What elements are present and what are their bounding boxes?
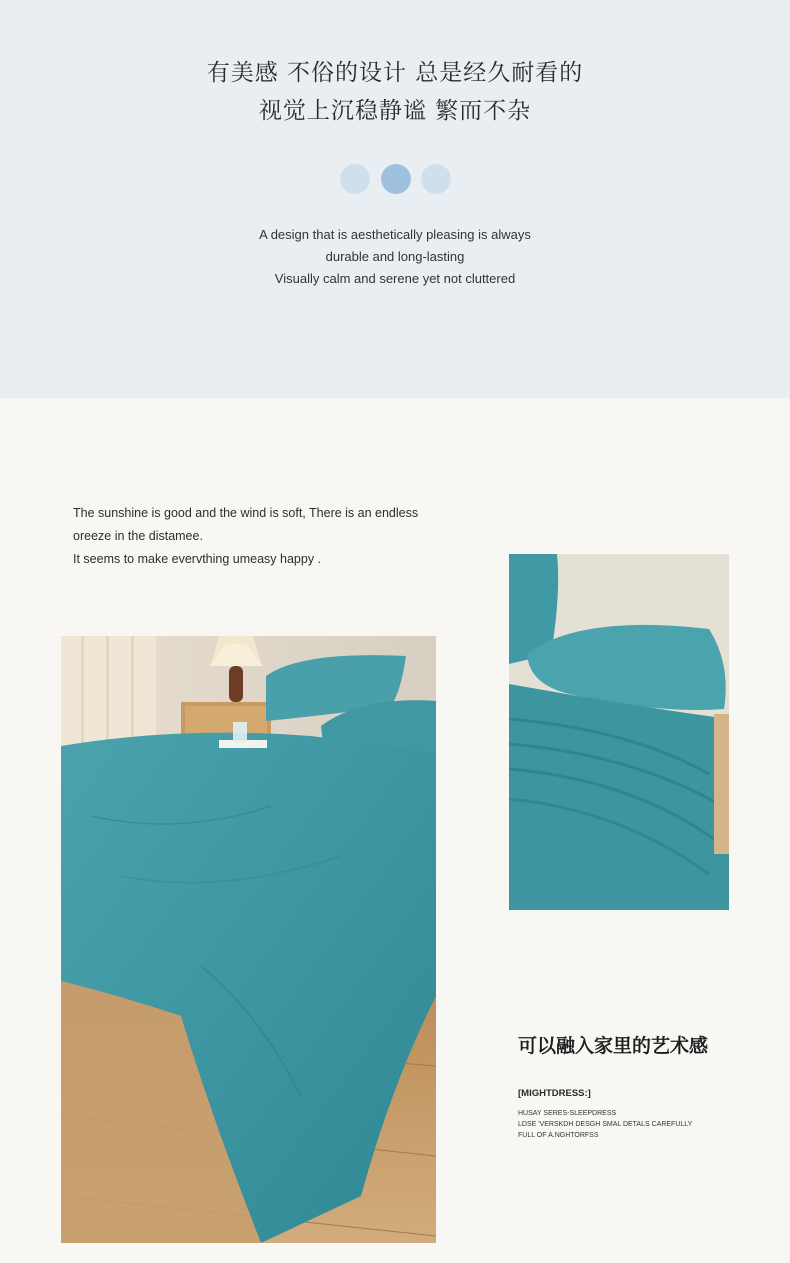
english-caption-line-1: A design that is aesthetically pleasing is always bbox=[259, 227, 531, 242]
carousel-dot-3[interactable] bbox=[421, 164, 451, 194]
headline-line-1: 有美感 不俗的设计 总是经久耐看的 bbox=[206, 60, 584, 86]
carousel-dot-2-active[interactable] bbox=[381, 164, 411, 194]
brand-label: [MIGHTDRESS:] bbox=[518, 1088, 591, 1099]
bedroom-photo-large bbox=[61, 636, 436, 1243]
headline-line-2: 视觉上沉稳静谧 繁而不杂 bbox=[258, 98, 532, 124]
english-caption-line-3: Visually calm and serene yet not cluttered bbox=[274, 271, 516, 286]
english-caption-line-2: durable and long-lasting bbox=[325, 249, 465, 264]
feature-detail-line-1: HUSAY SERES-SLEEPDRESS bbox=[518, 1110, 617, 1117]
bedroom-photo-small bbox=[509, 554, 729, 910]
intro-line-2: oreeze in the distamee. bbox=[73, 529, 203, 543]
intro-line-1: The sunshine is good and the wind is soft, There is an endless bbox=[73, 506, 419, 520]
intro-line-3: It seems to make evervthing umeasy happy . bbox=[73, 552, 322, 566]
feature-title: 可以融入家里的艺术感 bbox=[518, 1035, 709, 1057]
carousel-dots bbox=[340, 164, 452, 194]
carousel-dot-1[interactable] bbox=[340, 164, 370, 194]
feature-detail-line-3: FULL OF A.NGHTORFSS bbox=[518, 1132, 599, 1139]
feature-detail-line-2: LDSE 'VERSKDH DESGH SMAL DETALS CAREFULLY bbox=[518, 1121, 693, 1128]
